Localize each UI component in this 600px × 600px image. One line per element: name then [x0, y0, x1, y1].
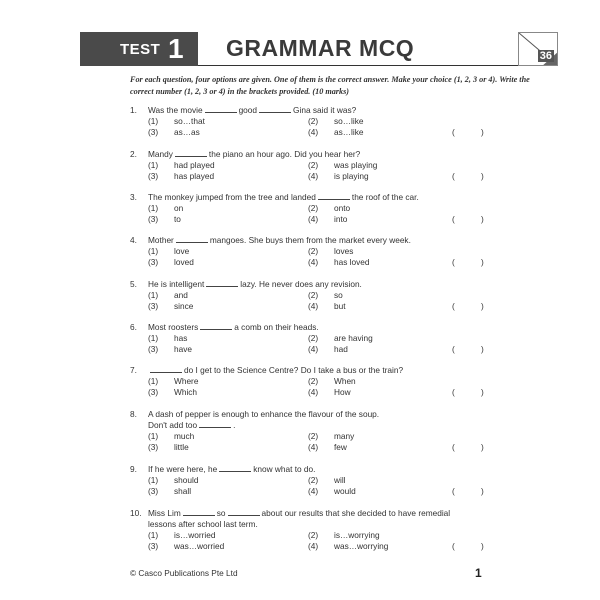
option-3	[148, 127, 200, 138]
option-number: (1)	[148, 376, 159, 386]
option-text: few	[334, 442, 347, 452]
option-number: (4)	[308, 442, 319, 452]
option-4	[308, 214, 347, 225]
option-text: since	[174, 301, 194, 311]
question-item	[130, 322, 510, 355]
question-number: 5.	[130, 279, 137, 289]
option-3	[148, 257, 194, 268]
option-text: little	[174, 442, 189, 452]
option-number: (3)	[148, 214, 159, 224]
option-text: loves	[334, 246, 354, 256]
option-2	[308, 431, 354, 442]
option-2	[308, 160, 377, 171]
option-text: into	[334, 214, 348, 224]
question-stem-row	[130, 508, 510, 519]
option-number: (2)	[308, 290, 319, 300]
page-number: 1	[475, 566, 482, 580]
option-number: (1)	[148, 530, 159, 540]
option-3	[148, 171, 214, 182]
option-text: has played	[174, 171, 215, 181]
question-stem-row	[130, 322, 510, 333]
option-text: loved	[174, 257, 194, 267]
option-4	[308, 257, 370, 268]
option-row	[130, 257, 510, 268]
option-row	[130, 387, 510, 398]
stem-text: Don't add too	[148, 420, 198, 430]
option-3	[148, 541, 224, 552]
option-number: (1)	[148, 290, 159, 300]
option-text: love	[174, 246, 190, 256]
option-text: was…worrying	[334, 541, 389, 551]
stem-text: a comb on their heads.	[234, 322, 319, 332]
option-2	[308, 116, 364, 127]
option-number: (4)	[308, 171, 319, 181]
question-number: 3.	[130, 192, 137, 202]
option-1	[148, 160, 215, 171]
stem-text: If he were here, he	[148, 464, 218, 474]
bracket-close: )	[481, 214, 484, 224]
option-text: but	[334, 301, 346, 311]
option-number: (1)	[148, 246, 159, 256]
option-3	[148, 214, 181, 225]
stem-text: A dash of pepper is enough to enhance the flavour of the soup.	[148, 409, 380, 419]
bracket-close: )	[481, 442, 484, 452]
bracket-open: (	[452, 387, 455, 397]
option-number: (2)	[308, 333, 319, 343]
option-text: is playing	[334, 171, 369, 181]
option-4	[308, 442, 347, 453]
question-item	[130, 464, 510, 497]
question-item	[130, 365, 510, 398]
bracket-close: )	[481, 301, 484, 311]
option-number: (3)	[148, 387, 159, 397]
option-row	[130, 171, 510, 182]
question-number: 10.	[130, 508, 142, 518]
question-stem-row	[130, 149, 510, 160]
option-number: (2)	[308, 246, 319, 256]
option-number: (4)	[308, 344, 319, 354]
bracket-open: (	[452, 301, 455, 311]
answer-blank	[228, 508, 260, 516]
option-1	[148, 116, 205, 127]
question-stem	[148, 279, 362, 290]
option-4	[308, 301, 346, 312]
option-text: and	[174, 290, 188, 300]
header-rule	[198, 65, 520, 66]
option-row	[130, 530, 510, 541]
question-item	[130, 149, 510, 182]
option-number: (1)	[148, 333, 159, 343]
option-row	[130, 160, 510, 171]
option-number: (4)	[308, 127, 319, 137]
option-text: so	[334, 290, 343, 300]
stem-text: good	[238, 105, 258, 115]
bracket-close: )	[481, 344, 484, 354]
question-number: 8.	[130, 409, 137, 419]
question-item	[130, 192, 510, 225]
option-row	[130, 431, 510, 442]
option-number: (3)	[148, 301, 159, 311]
option-2	[308, 290, 343, 301]
option-text: should	[174, 475, 199, 485]
option-text: had	[334, 344, 348, 354]
option-text: Where	[174, 376, 199, 386]
question-item	[130, 105, 510, 138]
stem-text: Miss Lim	[148, 508, 181, 518]
option-number: (3)	[148, 171, 159, 181]
bracket-close: )	[481, 541, 484, 551]
option-row	[130, 214, 510, 225]
bracket-close: )	[481, 171, 484, 181]
bracket-close: )	[481, 127, 484, 137]
bracket-open: (	[452, 127, 455, 137]
option-2	[308, 475, 346, 486]
question-stem-row	[130, 420, 510, 431]
question-stem	[148, 192, 419, 203]
question-stem	[148, 420, 235, 431]
question-stem-row	[130, 464, 510, 475]
option-4	[308, 344, 348, 355]
option-text: on	[174, 203, 184, 213]
option-2	[308, 203, 350, 214]
question-number: 4.	[130, 235, 137, 245]
question-stem-row	[130, 192, 510, 203]
answer-blank	[259, 105, 291, 113]
option-text: onto	[334, 203, 351, 213]
answer-blank	[150, 365, 182, 373]
question-item	[130, 409, 510, 453]
question-number: 6.	[130, 322, 137, 332]
option-1	[148, 376, 198, 387]
option-row	[130, 486, 510, 497]
option-number: (1)	[148, 475, 159, 485]
bracket-open: (	[452, 171, 455, 181]
bracket-open: (	[452, 257, 455, 267]
option-number: (3)	[148, 344, 159, 354]
option-1	[148, 530, 216, 541]
question-stem	[148, 409, 379, 420]
option-row	[130, 344, 510, 355]
answer-blank	[219, 464, 251, 472]
option-1	[148, 431, 194, 442]
option-number: (3)	[148, 486, 159, 496]
option-4	[308, 486, 356, 497]
question-stem-row	[130, 279, 510, 290]
question-number: 9.	[130, 464, 137, 474]
option-number: (2)	[308, 160, 319, 170]
option-text: would	[334, 486, 356, 496]
test-word: TEST	[120, 41, 161, 58]
option-row	[130, 475, 510, 486]
option-1	[148, 290, 188, 301]
question-item	[130, 279, 510, 312]
question-stem-row	[130, 365, 510, 376]
option-3	[148, 344, 192, 355]
question-stem	[148, 519, 258, 530]
option-2	[308, 376, 356, 387]
option-text: had played	[174, 160, 215, 170]
score-total: 36	[539, 50, 552, 62]
option-row	[130, 301, 510, 312]
option-3	[148, 387, 197, 398]
test-header	[80, 32, 552, 66]
bracket-open: (	[452, 541, 455, 551]
option-number: (2)	[308, 530, 319, 540]
option-text: is…worried	[174, 530, 216, 540]
option-row	[130, 333, 510, 344]
option-row	[130, 246, 510, 257]
option-number: (2)	[308, 475, 319, 485]
option-1	[148, 246, 189, 257]
answer-blank	[175, 149, 207, 157]
stem-text: Gina said it was?	[293, 105, 357, 115]
stem-text: do I get to the Science Centre? Do I take a bus or the train?	[184, 365, 404, 375]
question-stem	[148, 322, 319, 333]
answer-blank	[183, 508, 215, 516]
option-text: much	[174, 431, 195, 441]
bracket-close: )	[481, 387, 484, 397]
question-stem	[148, 149, 360, 160]
option-text: has loved	[334, 257, 370, 267]
option-number: (4)	[308, 257, 319, 267]
option-row	[130, 290, 510, 301]
answer-blank	[199, 420, 231, 428]
option-row	[130, 203, 510, 214]
question-number: 2.	[130, 149, 137, 159]
test-number: 1	[168, 33, 184, 64]
option-number: (2)	[308, 431, 319, 441]
question-stem-row	[130, 235, 510, 246]
option-text: was playing	[334, 160, 378, 170]
option-number: (4)	[308, 541, 319, 551]
option-number: (4)	[308, 387, 319, 397]
stem-text: The monkey jumped from the tree and landed	[148, 192, 316, 202]
option-1	[148, 333, 187, 344]
option-3	[148, 301, 193, 312]
option-text: will	[334, 475, 346, 485]
option-text: shall	[174, 486, 192, 496]
answer-blank	[205, 105, 237, 113]
stem-text: so	[216, 508, 226, 518]
option-2	[308, 246, 353, 257]
question-stem	[148, 464, 315, 475]
option-2	[308, 333, 373, 344]
question-item	[130, 508, 510, 552]
stem-text: He is intelligent	[148, 279, 205, 289]
page-title: GRAMMAR MCQ	[226, 35, 415, 61]
stem-text: lazy. He never does any revision.	[240, 279, 362, 289]
option-row	[130, 442, 510, 453]
option-1	[148, 475, 198, 486]
question-stem-row	[130, 409, 510, 420]
stem-text: the piano an hour ago. Did you hear her?	[208, 149, 361, 159]
option-number: (2)	[308, 203, 319, 213]
option-text: so…like	[334, 116, 364, 126]
question-item	[130, 235, 510, 268]
copyright: © Casco Publications Pte Ltd	[130, 568, 238, 578]
stem-text: Mandy	[148, 149, 173, 159]
answer-blank	[318, 192, 350, 200]
option-number: (4)	[308, 214, 319, 224]
option-text: was…worried	[174, 541, 225, 551]
question-stem	[148, 508, 450, 519]
option-number: (3)	[148, 257, 159, 267]
option-row	[130, 541, 510, 552]
stem-text: lessons after school last term.	[148, 519, 258, 529]
question-number: 7.	[130, 365, 137, 375]
option-number: (1)	[148, 116, 159, 126]
test-label-box	[80, 32, 198, 66]
option-number: (3)	[148, 442, 159, 452]
question-number: 1.	[130, 105, 137, 115]
instructions: For each question, four options are given. One of them is the correct answer. Make your choice (1, 2, 3 or 4). Write the correct number (1, 2, 3 or 4) in the brackets provided. (10 marks)	[130, 75, 530, 96]
stem-text: .	[233, 420, 236, 430]
option-1	[148, 203, 183, 214]
question-stem	[148, 365, 403, 376]
question-stem-row	[130, 105, 510, 116]
stem-text: mangoes. She buys them from the market every week.	[209, 235, 411, 245]
option-number: (4)	[308, 486, 319, 496]
option-text: How	[334, 387, 351, 397]
option-2	[308, 530, 380, 541]
stem-text: Most roosters	[148, 322, 199, 332]
option-number: (3)	[148, 127, 159, 137]
question-stem	[148, 105, 356, 116]
option-number: (3)	[148, 541, 159, 551]
option-text: so…that	[174, 116, 205, 126]
bracket-close: )	[481, 486, 484, 496]
answer-blank	[176, 235, 208, 243]
option-number: (2)	[308, 116, 319, 126]
answer-blank	[200, 322, 232, 330]
option-row	[130, 127, 510, 138]
option-text: is…worrying	[334, 530, 380, 540]
stem-text: the roof of the car.	[351, 192, 419, 202]
option-text: many	[334, 431, 355, 441]
option-text: as…as	[174, 127, 200, 137]
question-stem	[148, 235, 411, 246]
stem-text: Mother	[148, 235, 174, 245]
option-4	[308, 171, 369, 182]
option-number: (1)	[148, 431, 159, 441]
bracket-open: (	[452, 214, 455, 224]
option-text: have	[174, 344, 192, 354]
option-row	[130, 116, 510, 127]
bracket-open: (	[452, 344, 455, 354]
option-row	[130, 376, 510, 387]
score-box	[518, 32, 558, 66]
option-4	[308, 127, 364, 138]
option-number: (4)	[308, 301, 319, 311]
stem-text: about our results that she decided to have remedial	[261, 508, 451, 518]
answer-blank	[206, 279, 238, 287]
option-number: (1)	[148, 160, 159, 170]
bracket-open: (	[452, 486, 455, 496]
option-text: are having	[334, 333, 373, 343]
option-4	[308, 387, 351, 398]
option-text: as…like	[334, 127, 364, 137]
option-text: to	[174, 214, 181, 224]
stem-text: Was the movie	[148, 105, 203, 115]
option-text: has	[174, 333, 188, 343]
bracket-close: )	[481, 257, 484, 267]
option-number: (1)	[148, 203, 159, 213]
option-number: (2)	[308, 376, 319, 386]
option-4	[308, 541, 388, 552]
stem-text: know what to do.	[253, 464, 316, 474]
option-3	[148, 442, 189, 453]
option-text: Which	[174, 387, 198, 397]
option-text: When	[334, 376, 356, 386]
option-3	[148, 486, 191, 497]
question-stem-row	[130, 519, 510, 530]
bracket-open: (	[452, 442, 455, 452]
